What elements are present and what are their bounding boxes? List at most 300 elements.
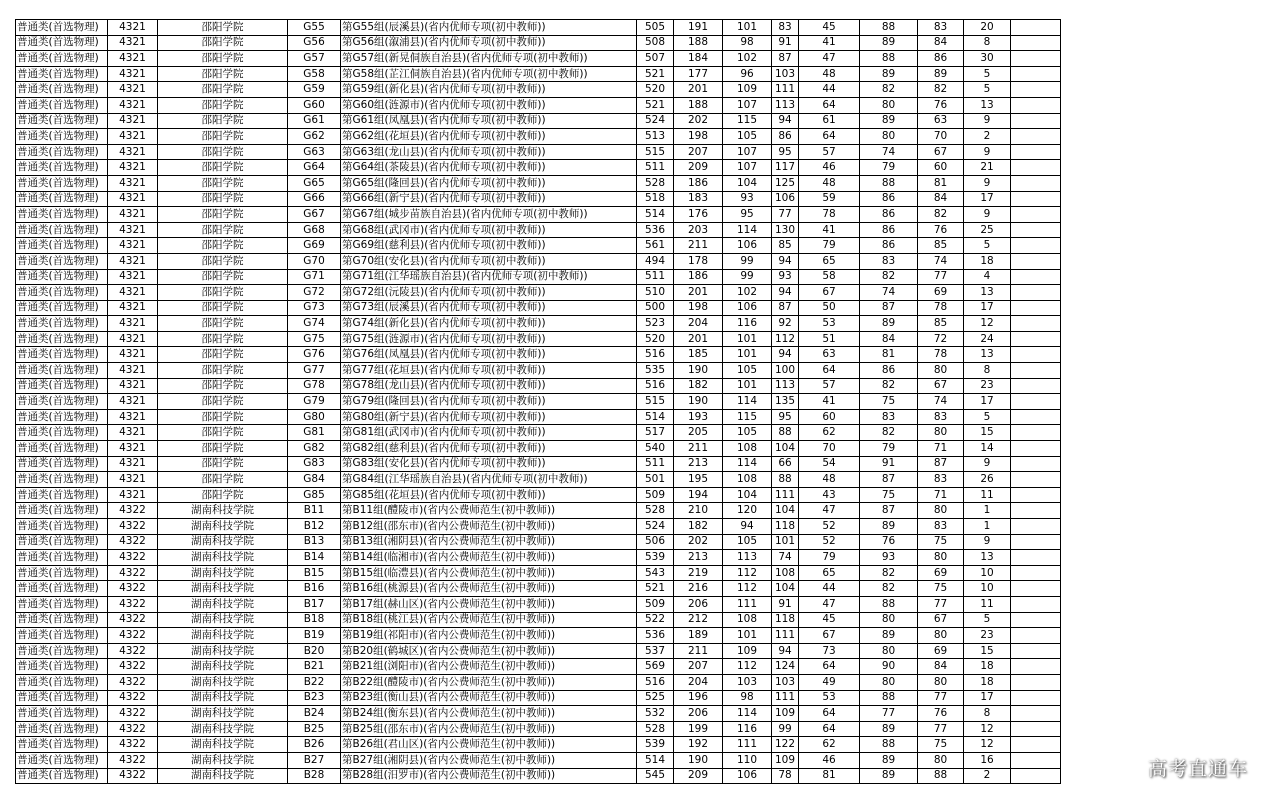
empty-cell	[1011, 20, 1061, 36]
table-cell: G77	[288, 363, 341, 379]
table-cell: 88	[860, 20, 918, 36]
table-cell: 普通类(首选物理)	[16, 113, 108, 129]
table-cell: 76	[860, 534, 918, 550]
table-cell: 500	[637, 300, 674, 316]
table-cell: 普通类(首选物理)	[16, 737, 108, 753]
table-cell: 511	[637, 269, 674, 285]
table-cell: 4321	[108, 35, 158, 51]
table-cell: G71	[288, 269, 341, 285]
table-cell: 84	[918, 191, 964, 207]
table-cell: 108	[723, 612, 772, 628]
table-cell: 67	[918, 144, 964, 160]
table-cell: 第G82组(慈利县)(省内优师专项(初中教师))	[341, 441, 637, 457]
table-cell: 88	[860, 596, 918, 612]
table-cell: 第G55组(辰溪县)(省内优师专项(初中教师))	[341, 20, 637, 36]
table-row	[16, 97, 1061, 113]
table-cell: 80	[918, 628, 964, 644]
table-cell: 89	[860, 35, 918, 51]
table-cell: G64	[288, 160, 341, 176]
table-cell: 94	[772, 643, 799, 659]
table-cell: 89	[860, 721, 918, 737]
table-cell: 74	[918, 394, 964, 410]
table-cell: 4322	[108, 643, 158, 659]
table-cell: 82	[860, 581, 918, 597]
table-cell: 41	[799, 222, 860, 238]
table-cell: 8	[964, 35, 1011, 51]
table-cell: 198	[674, 129, 723, 145]
empty-cell	[1011, 674, 1061, 690]
table-cell: 普通类(首选物理)	[16, 409, 108, 425]
empty-cell	[1011, 316, 1061, 332]
table-cell: 80	[860, 643, 918, 659]
table-cell: 210	[674, 503, 723, 519]
table-cell: 18	[964, 253, 1011, 269]
table-cell: 106	[772, 191, 799, 207]
table-cell: 195	[674, 472, 723, 488]
table-cell: 86	[860, 207, 918, 223]
table-cell: 46	[799, 752, 860, 768]
table-cell: 普通类(首选物理)	[16, 269, 108, 285]
table-cell: 83	[918, 519, 964, 535]
table-cell: 53	[799, 690, 860, 706]
table-row	[16, 706, 1061, 722]
table-cell: B21	[288, 659, 341, 675]
table-cell: 135	[772, 394, 799, 410]
table-cell: 80	[918, 363, 964, 379]
table-cell: 515	[637, 394, 674, 410]
table-cell: 4322	[108, 503, 158, 519]
table-cell: 邵阳学院	[158, 207, 288, 223]
table-cell: 69	[918, 285, 964, 301]
table-cell: 59	[799, 191, 860, 207]
table-cell: 528	[637, 721, 674, 737]
table-cell: 88	[860, 51, 918, 67]
table-cell: 209	[674, 768, 723, 784]
table-cell: 75	[918, 581, 964, 597]
table-cell: 111	[723, 596, 772, 612]
table-cell: 4321	[108, 441, 158, 457]
table-cell: 88	[772, 425, 799, 441]
table-cell: 普通类(首选物理)	[16, 253, 108, 269]
table-cell: 82	[860, 269, 918, 285]
table-cell: 91	[772, 35, 799, 51]
table-cell: 普通类(首选物理)	[16, 721, 108, 737]
table-cell: B23	[288, 690, 341, 706]
table-cell: G65	[288, 175, 341, 191]
table-cell: 532	[637, 706, 674, 722]
table-cell: 104	[772, 503, 799, 519]
empty-cell	[1011, 581, 1061, 597]
table-cell: 80	[860, 612, 918, 628]
table-cell: B16	[288, 581, 341, 597]
table-cell: 第G62组(花垣县)(省内优师专项(初中教师))	[341, 129, 637, 145]
table-cell: 213	[674, 456, 723, 472]
empty-cell	[1011, 238, 1061, 254]
empty-cell	[1011, 394, 1061, 410]
table-cell: 100	[772, 363, 799, 379]
table-cell: 湖南科技学院	[158, 768, 288, 784]
table-cell: 501	[637, 472, 674, 488]
table-cell: 88	[860, 690, 918, 706]
table-cell: 邵阳学院	[158, 472, 288, 488]
table-cell: 13	[964, 285, 1011, 301]
table-cell: 17	[964, 191, 1011, 207]
table-cell: 569	[637, 659, 674, 675]
table-cell: 76	[918, 222, 964, 238]
table-cell: 77	[918, 721, 964, 737]
table-cell: 213	[674, 550, 723, 566]
table-cell: 第G74组(新化县)(省内优师专项(初中教师))	[341, 316, 637, 332]
table-cell: B26	[288, 737, 341, 753]
empty-cell	[1011, 472, 1061, 488]
table-cell: 普通类(首选物理)	[16, 612, 108, 628]
table-cell: 普通类(首选物理)	[16, 643, 108, 659]
table-cell: 普通类(首选物理)	[16, 581, 108, 597]
table-cell: 89	[860, 66, 918, 82]
table-cell: 普通类(首选物理)	[16, 191, 108, 207]
table-cell: G83	[288, 456, 341, 472]
table-cell: 4321	[108, 66, 158, 82]
table-cell: 80	[860, 674, 918, 690]
table-cell: 第G85组(花垣县)(省内优师专项(初中教师))	[341, 487, 637, 503]
table-cell: 普通类(首选物理)	[16, 97, 108, 113]
table-cell: 普通类(首选物理)	[16, 690, 108, 706]
empty-cell	[1011, 503, 1061, 519]
table-cell: 82	[918, 82, 964, 98]
table-cell: 邵阳学院	[158, 175, 288, 191]
table-cell: G85	[288, 487, 341, 503]
table-cell: 23	[964, 628, 1011, 644]
table-cell: 87	[860, 503, 918, 519]
table-cell: 194	[674, 487, 723, 503]
table-cell: 15	[964, 643, 1011, 659]
table-cell: 57	[799, 144, 860, 160]
table-cell: 207	[674, 659, 723, 675]
table-cell: 540	[637, 441, 674, 457]
table-cell: 111	[772, 487, 799, 503]
table-cell: 45	[799, 20, 860, 36]
table-cell: 第G78组(龙山县)(省内优师专项(初中教师))	[341, 378, 637, 394]
table-cell: 普通类(首选物理)	[16, 425, 108, 441]
table-cell: B17	[288, 596, 341, 612]
table-cell: 4321	[108, 300, 158, 316]
table-cell: 92	[772, 316, 799, 332]
table-cell: 第G67组(城步苗族自治县)(省内优师专项(初中教师))	[341, 207, 637, 223]
table-cell: 103	[772, 674, 799, 690]
table-row	[16, 659, 1061, 675]
table-cell: 545	[637, 768, 674, 784]
table-row	[16, 191, 1061, 207]
table-cell: 17	[964, 394, 1011, 410]
empty-cell	[1011, 191, 1061, 207]
table-cell: 普通类(首选物理)	[16, 503, 108, 519]
table-cell: 45	[799, 612, 860, 628]
table-cell: G66	[288, 191, 341, 207]
table-cell: 21	[964, 160, 1011, 176]
table-cell: 4	[964, 269, 1011, 285]
table-cell: 湖南科技学院	[158, 643, 288, 659]
table-cell: 93	[772, 269, 799, 285]
table-cell: 普通类(首选物理)	[16, 550, 108, 566]
table-cell: 514	[637, 409, 674, 425]
table-row	[16, 409, 1061, 425]
table-cell: 第G65组(隆回县)(省内优师专项(初中教师))	[341, 175, 637, 191]
table-cell: 510	[637, 285, 674, 301]
table-cell: 邵阳学院	[158, 394, 288, 410]
table-cell: 71	[918, 487, 964, 503]
table-cell: 4321	[108, 253, 158, 269]
table-cell: 18	[964, 674, 1011, 690]
table-cell: 182	[674, 378, 723, 394]
table-cell: 湖南科技学院	[158, 752, 288, 768]
table-cell: 第B16组(桃源县)(省内公费师范生(初中教师))	[341, 581, 637, 597]
table-row	[16, 612, 1061, 628]
table-cell: 61	[799, 113, 860, 129]
table-cell: 102	[723, 51, 772, 67]
table-cell: 539	[637, 550, 674, 566]
table-cell: 普通类(首选物理)	[16, 160, 108, 176]
table-cell: 第B18组(桃江县)(省内公费师范生(初中教师))	[341, 612, 637, 628]
table-row	[16, 207, 1061, 223]
table-cell: 62	[799, 737, 860, 753]
table-cell: 88	[772, 472, 799, 488]
table-cell: 第G79组(隆回县)(省内优师专项(初中教师))	[341, 394, 637, 410]
table-cell: 521	[637, 97, 674, 113]
table-cell: 77	[918, 269, 964, 285]
table-cell: G59	[288, 82, 341, 98]
table-row	[16, 737, 1061, 753]
table-row	[16, 628, 1061, 644]
table-cell: 105	[723, 534, 772, 550]
empty-cell	[1011, 300, 1061, 316]
table-cell: 101	[723, 347, 772, 363]
table-cell: 4322	[108, 674, 158, 690]
table-cell: 78	[918, 347, 964, 363]
empty-cell	[1011, 550, 1061, 566]
table-cell: 普通类(首选物理)	[16, 51, 108, 67]
table-cell: 110	[723, 752, 772, 768]
table-cell: 95	[723, 207, 772, 223]
table-cell: 第G73组(辰溪县)(省内优师专项(初中教师))	[341, 300, 637, 316]
table-cell: 64	[799, 659, 860, 675]
table-cell: 178	[674, 253, 723, 269]
table-cell: 204	[674, 674, 723, 690]
table-cell: 普通类(首选物理)	[16, 316, 108, 332]
table-cell: 邵阳学院	[158, 238, 288, 254]
table-cell: 13	[964, 550, 1011, 566]
table-row	[16, 378, 1061, 394]
table-cell: 113	[723, 550, 772, 566]
table-cell: 48	[799, 472, 860, 488]
table-row	[16, 144, 1061, 160]
table-cell: 108	[772, 565, 799, 581]
table-cell: 70	[918, 129, 964, 145]
table-cell: 9	[964, 456, 1011, 472]
table-cell: 4321	[108, 238, 158, 254]
table-cell: G60	[288, 97, 341, 113]
table-cell: 湖南科技学院	[158, 550, 288, 566]
table-row	[16, 269, 1061, 285]
table-cell: 邵阳学院	[158, 97, 288, 113]
table-cell: 18	[964, 659, 1011, 675]
table-cell: 79	[860, 160, 918, 176]
empty-cell	[1011, 768, 1061, 784]
empty-cell	[1011, 612, 1061, 628]
table-cell: 邵阳学院	[158, 347, 288, 363]
table-cell: 64	[799, 129, 860, 145]
table-cell: 188	[674, 97, 723, 113]
table-cell: 第G81组(武冈市)(省内优师专项(初中教师))	[341, 425, 637, 441]
table-cell: 邵阳学院	[158, 113, 288, 129]
table-cell: 107	[723, 144, 772, 160]
table-cell: 邵阳学院	[158, 129, 288, 145]
table-cell: 4321	[108, 331, 158, 347]
table-cell: G55	[288, 20, 341, 36]
table-cell: 116	[723, 316, 772, 332]
table-cell: 196	[674, 690, 723, 706]
table-cell: 9	[964, 534, 1011, 550]
empty-cell	[1011, 144, 1061, 160]
table-cell: 89	[860, 628, 918, 644]
table-cell: 2	[964, 129, 1011, 145]
table-row	[16, 316, 1061, 332]
table-cell: 第G70组(安化县)(省内优师专项(初中教师))	[341, 253, 637, 269]
table-cell: 524	[637, 519, 674, 535]
table-cell: G76	[288, 347, 341, 363]
empty-cell	[1011, 129, 1061, 145]
table-cell: 99	[723, 269, 772, 285]
table-cell: 47	[799, 503, 860, 519]
empty-cell	[1011, 113, 1061, 129]
table-cell: 79	[860, 441, 918, 457]
table-cell: 9	[964, 175, 1011, 191]
table-cell: 普通类(首选物理)	[16, 238, 108, 254]
table-cell: 186	[674, 175, 723, 191]
table-cell: G72	[288, 285, 341, 301]
table-cell: 邵阳学院	[158, 409, 288, 425]
table-cell: B13	[288, 534, 341, 550]
table-cell: 9	[964, 144, 1011, 160]
table-cell: 第B24组(衡东县)(省内公费师范生(初中教师))	[341, 706, 637, 722]
table-cell: 9	[964, 113, 1011, 129]
table-row	[16, 253, 1061, 269]
table-cell: 83	[772, 20, 799, 36]
table-cell: 113	[772, 97, 799, 113]
table-cell: 525	[637, 690, 674, 706]
table-cell: 83	[918, 409, 964, 425]
table-cell: B15	[288, 565, 341, 581]
table-cell: 518	[637, 191, 674, 207]
table-cell: 84	[918, 35, 964, 51]
table-cell: G70	[288, 253, 341, 269]
table-cell: 116	[723, 721, 772, 737]
table-cell: 111	[723, 737, 772, 753]
table-cell: 109	[723, 82, 772, 98]
empty-cell	[1011, 347, 1061, 363]
table-cell: 83	[860, 253, 918, 269]
table-cell: 4321	[108, 425, 158, 441]
table-cell: 第B25组(邵东市)(省内公费师范生(初中教师))	[341, 721, 637, 737]
table-cell: 49	[799, 674, 860, 690]
table-cell: 117	[772, 160, 799, 176]
table-cell: 4322	[108, 565, 158, 581]
table-cell: 普通类(首选物理)	[16, 441, 108, 457]
table-cell: 120	[723, 503, 772, 519]
table-cell: 23	[964, 378, 1011, 394]
table-cell: 115	[723, 113, 772, 129]
empty-cell	[1011, 721, 1061, 737]
table-cell: 517	[637, 425, 674, 441]
table-row	[16, 596, 1061, 612]
table-cell: 88	[918, 768, 964, 784]
table-cell: 111	[772, 82, 799, 98]
table-cell: 84	[918, 659, 964, 675]
table-cell: 第G60组(涟源市)(省内优师专项(初中教师))	[341, 97, 637, 113]
table-cell: 543	[637, 565, 674, 581]
table-cell: 第G63组(龙山县)(省内优师专项(初中教师))	[341, 144, 637, 160]
table-row	[16, 238, 1061, 254]
table-cell: 普通类(首选物理)	[16, 768, 108, 784]
table-cell: 87	[860, 300, 918, 316]
table-cell: B22	[288, 674, 341, 690]
table-cell: 95	[772, 144, 799, 160]
table-cell: 11	[964, 596, 1011, 612]
table-cell: 湖南科技学院	[158, 674, 288, 690]
table-cell: G67	[288, 207, 341, 223]
table-cell: 4321	[108, 316, 158, 332]
table-cell: 89	[860, 768, 918, 784]
table-cell: 108	[723, 441, 772, 457]
table-row	[16, 347, 1061, 363]
table-cell: 86	[860, 363, 918, 379]
table-cell: 177	[674, 66, 723, 82]
table-cell: 48	[799, 66, 860, 82]
table-cell: 95	[772, 409, 799, 425]
table-cell: 13	[964, 347, 1011, 363]
table-cell: 1	[964, 503, 1011, 519]
table-cell: 201	[674, 285, 723, 301]
table-cell: 111	[772, 628, 799, 644]
table-cell: 64	[799, 363, 860, 379]
table-cell: 101	[723, 628, 772, 644]
table-cell: 509	[637, 487, 674, 503]
table-cell: 86	[860, 191, 918, 207]
table-cell: 第B20组(鹤城区)(省内公费师范生(初中教师))	[341, 643, 637, 659]
table-cell: 64	[799, 97, 860, 113]
table-cell: 12	[964, 316, 1011, 332]
table-row	[16, 690, 1061, 706]
table-cell: 75	[918, 737, 964, 753]
table-cell: 514	[637, 207, 674, 223]
table-cell: 74	[860, 144, 918, 160]
table-cell: 11	[964, 487, 1011, 503]
table-cell: 4321	[108, 409, 158, 425]
table-row	[16, 674, 1061, 690]
table-cell: 107	[723, 160, 772, 176]
table-cell: 109	[772, 752, 799, 768]
table-cell: 4321	[108, 144, 158, 160]
empty-cell	[1011, 409, 1061, 425]
table-cell: 67	[799, 628, 860, 644]
table-cell: 203	[674, 222, 723, 238]
table-cell: 216	[674, 581, 723, 597]
table-cell: 4322	[108, 550, 158, 566]
table-cell: 521	[637, 66, 674, 82]
table-cell: 114	[723, 456, 772, 472]
table-cell: 4321	[108, 175, 158, 191]
table-cell: 10	[964, 581, 1011, 597]
table-cell: B18	[288, 612, 341, 628]
